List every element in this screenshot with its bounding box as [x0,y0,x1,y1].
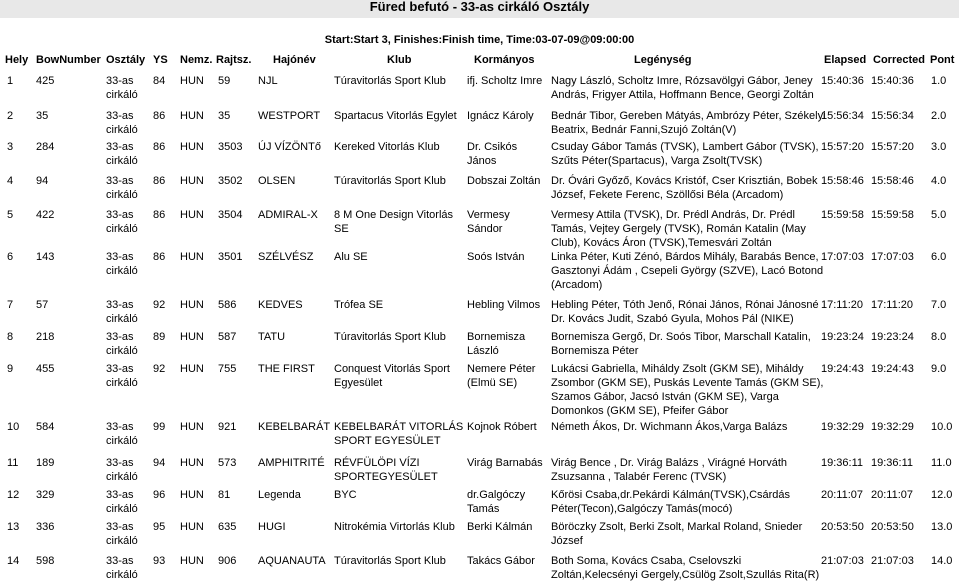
cell-pont: 13.0 [931,521,953,533]
cell-osztaly: cirkáló [106,535,138,547]
cell-legenyseg: Csuday Gábor Tamás (TVSK), Lambert Gábor (TVSK), [551,141,819,153]
cell-klub: SPORTEGYESÜLET [334,471,438,483]
cell-osztaly: 33-as [106,251,134,263]
cell-legenyseg: Lukácsi Gabriella, Miháldy Zsolt (GKM SE), Miháldy [551,363,804,375]
cell-kormanyos: Tamás [467,503,500,515]
cell-osztaly: 33-as [106,331,134,343]
cell-legenyseg: Club), Kovács Áron (TVSK),Temesvári Zoltán [551,237,772,249]
cell-hely: 4 [7,175,14,187]
cell-kormanyos: Takács Gábor [467,555,535,567]
cell-nemz: HUN [180,331,204,343]
cell-klub: Trófea SE [334,299,384,311]
cell-legenyseg: Beatrix, Bednár Fanni,Szujó Zoltán(V) [551,124,737,136]
cell-elapsed: 17:07:03 [821,251,864,263]
cell-ys: 86 [153,209,166,221]
cell-bow: 598 [36,555,55,567]
cell-bow: 143 [36,251,55,263]
header-hely: Hely [5,54,29,66]
cell-rajtsz: 81 [218,489,231,501]
cell-kormanyos: ifj. Scholtz Imre [467,75,543,87]
cell-bow: 35 [36,110,49,122]
cell-legenyseg: Hebling Péter, Tóth Jenő, Rónai János, Rónai Jánosné [551,299,819,311]
cell-hajonev: AQUANAUTA [258,555,326,567]
cell-osztaly: cirkáló [106,313,138,325]
cell-legenyseg: Zsombor (GKM SE), Puskás Levente Tamás (GKM SE), [551,377,824,389]
cell-pont: 1.0 [931,75,947,87]
cell-klub: Alu SE [334,251,368,263]
cell-legenyseg: Bornemisza Péter [551,345,639,357]
cell-klub: Conquest Vitorlás Sport [334,363,450,375]
cell-klub: Túravitorlás Sport Klub [334,175,446,187]
cell-legenyseg: (Arcadom) [551,279,603,291]
cell-osztaly: cirkáló [106,124,138,136]
cell-rajtsz: 35 [218,110,231,122]
cell-legenyseg: Kőrösi Csaba,dr.Pekárdi Kálmán(TVSK),Csárdás [551,489,791,501]
cell-osztaly: cirkáló [106,189,138,201]
cell-legenyseg: Vermesy Attila (TVSK), Dr. Prédl András, Dr. Prédl [551,209,795,221]
cell-corrected: 20:53:50 [871,521,914,533]
cell-bow: 57 [36,299,49,311]
cell-legenyseg: Böröczky Zsolt, Berki Zsolt, Markal Roland, Snieder [551,521,803,533]
cell-corrected: 15:56:34 [871,110,914,122]
cell-corrected: 21:07:03 [871,555,914,567]
cell-corrected: 20:11:07 [871,489,914,501]
cell-elapsed: 19:32:29 [821,421,864,433]
cell-ys: 86 [153,175,166,187]
cell-osztaly: cirkáló [106,265,138,277]
cell-hely: 8 [7,331,14,343]
cell-hajonev: ADMIRAL-X [258,209,318,221]
cell-osztaly: cirkáló [106,503,138,515]
cell-hely: 9 [7,363,14,375]
cell-legenyseg: Both Soma, Kovács Csaba, Cselovszki [551,555,742,567]
header-elapsed: Elapsed [824,54,867,66]
cell-hajonev: ÚJ VÍZÖNTő [258,141,321,153]
cell-kormanyos: Kojnok Róbert [467,421,537,433]
cell-hajonev: WESTPORT [258,110,321,122]
cell-legenyseg: Nagy László, Scholtz Imre, Rózsavölgyi Gábor, Jeney [551,75,813,87]
cell-osztaly: 33-as [106,75,134,87]
cell-corrected: 19:36:11 [871,457,914,469]
cell-pont: 10.0 [931,421,953,433]
header-ys: YS [153,54,168,66]
cell-legenyseg: Németh Ákos, Dr. Wichmann Ákos,Varga Balázs [551,421,788,433]
cell-ys: 86 [153,251,166,263]
cell-legenyseg: Virág Bence , Dr. Virág Balázs , Virágné Horváth [551,457,788,469]
cell-bow: 584 [36,421,55,433]
header-kormanyos: Kormányos [474,54,535,66]
cell-osztaly: 33-as [106,457,134,469]
cell-hely: 11 [7,457,19,469]
cell-legenyseg: Tamás, Vejtey Gergely (TVSK), Román Katalin (May [551,223,806,235]
cell-pont: 11.0 [931,457,952,469]
cell-kormanyos: Nemere Péter [467,363,536,375]
cell-pont: 14.0 [931,555,953,567]
cell-corrected: 15:57:20 [871,141,914,153]
cell-hely: 13 [7,521,20,533]
cell-elapsed: 15:56:34 [821,110,864,122]
cell-elapsed: 20:53:50 [821,521,864,533]
cell-bow: 336 [36,521,55,533]
cell-osztaly: 33-as [106,555,134,567]
header-osztaly: Osztály [106,54,146,66]
cell-hely: 10 [7,421,20,433]
cell-kormanyos: Dr. Csikós [467,141,518,153]
cell-corrected: 15:58:46 [871,175,914,187]
cell-rajtsz: 906 [218,555,237,567]
cell-elapsed: 19:24:43 [821,363,864,375]
header-bownumber: BowNumber [36,54,101,66]
cell-pont: 3.0 [931,141,947,153]
cell-nemz: HUN [180,421,204,433]
cell-rajtsz: 755 [218,363,237,375]
cell-corrected: 17:11:20 [871,299,914,311]
race-info: Start:Start 3, Finishes:Finish time, Time:03-07-09@09:00:00 [324,34,635,46]
header-rajtsz: Rajtsz. [216,54,252,66]
cell-nemz: HUN [180,175,204,187]
cell-elapsed: 15:40:36 [821,75,864,87]
header-legenyseg: Legénység [634,54,692,66]
header-hajonev: Hajónév [273,54,316,66]
cell-ys: 94 [153,457,166,469]
cell-corrected: 17:07:03 [871,251,914,263]
cell-nemz: HUN [180,209,204,221]
cell-nemz: HUN [180,110,204,122]
cell-klub: Túravitorlás Sport Klub [334,75,446,87]
cell-nemz: HUN [180,555,204,567]
cell-elapsed: 15:58:46 [821,175,864,187]
cell-klub: Nitrokémia Virtorlás Klub [334,521,455,533]
cell-legenyseg: Bornemisza Gergő, Dr. Soós Tibor, Marschall Katalin, [551,331,811,343]
cell-klub: KEBELBARÁT VITORLÁS [334,421,464,433]
page-title: Füred befutó - 33-as cirkáló Osztály [0,0,959,18]
cell-legenyseg: Zsuzsanna , Talabér Ferenc (TVSK) [551,471,727,483]
cell-osztaly: cirkáló [106,569,138,581]
cell-pont: 9.0 [931,363,947,375]
cell-nemz: HUN [180,521,204,533]
cell-hely: 5 [7,209,14,221]
cell-hajonev: KEBELBARÁT [258,421,331,433]
cell-hely: 7 [7,299,14,311]
cell-kormanyos: Vermesy [467,209,510,221]
cell-elapsed: 20:11:07 [821,489,864,501]
cell-hajonev: OLSEN [258,175,296,187]
cell-bow: 94 [36,175,49,187]
cell-kormanyos: Ignácz Károly [467,110,534,122]
cell-pont: 5.0 [931,209,947,221]
cell-pont: 6.0 [931,251,947,263]
cell-osztaly: 33-as [106,489,134,501]
cell-hajonev: HUGI [258,521,286,533]
cell-klub: Túravitorlás Sport Klub [334,331,446,343]
cell-osztaly: cirkáló [106,345,138,357]
cell-bow: 284 [36,141,55,153]
cell-kormanyos: Dobszai Zoltán [467,175,541,187]
cell-osztaly: cirkáló [106,223,138,235]
cell-pont: 12.0 [931,489,953,501]
cell-hajonev: AMPHITRITÉ [258,457,325,469]
cell-osztaly: 33-as [106,209,134,221]
cell-osztaly: 33-as [106,363,134,375]
cell-elapsed: 17:11:20 [821,299,864,311]
cell-klub: Túravitorlás Sport Klub [334,555,446,567]
cell-kormanyos: dr.Galgóczy [467,489,526,501]
cell-klub: Kereked Vitorlás Klub [334,141,440,153]
cell-legenyseg: Linka Péter, Kuti Zénó, Bárdos Mihály, Barabás Bence, [551,251,819,263]
cell-ys: 96 [153,489,166,501]
cell-nemz: HUN [180,299,204,311]
cell-nemz: HUN [180,363,204,375]
cell-corrected: 15:40:36 [871,75,914,87]
cell-legenyseg: Péter(Tecon),Galgóczy Tamás(mocó) [551,503,733,515]
cell-bow: 329 [36,489,55,501]
cell-kormanyos: Soós István [467,251,525,263]
cell-osztaly: 33-as [106,110,134,122]
header-corrected: Corrected [873,54,925,66]
cell-kormanyos: Virág Barnabás [467,457,543,469]
cell-osztaly: cirkáló [106,435,138,447]
cell-ys: 93 [153,555,166,567]
header-klub: Klub [387,54,412,66]
cell-nemz: HUN [180,251,204,263]
cell-osztaly: 33-as [106,175,134,187]
cell-hajonev: NJL [258,75,278,87]
cell-legenyseg: Szűts Péter(Spartacus), Varga Zsolt(TVSK) [551,155,763,167]
cell-legenyseg: Dr. Kovács Judit, Szabó Gyula, Mohos Pál (NIKE) [551,313,794,325]
cell-legenyseg: Gasztonyi Ádám , Csepeli György (SZVE), Lacó Botond [551,265,824,277]
cell-corrected: 19:32:29 [871,421,914,433]
cell-bow: 455 [36,363,55,375]
cell-ys: 89 [153,331,166,343]
cell-bow: 425 [36,75,55,87]
cell-rajtsz: 3504 [218,209,243,221]
cell-kormanyos: János [467,155,497,167]
cell-legenyseg: Domonkos (GKM SE), Pfeifer Gábor [551,405,729,417]
cell-legenyseg: Zoltán,Kelecsényi Gergely,Csülög Zsolt,Szullás Rita(R) [551,569,820,581]
cell-pont: 7.0 [931,299,947,311]
cell-klub: Egyesület [334,377,383,389]
cell-klub: SPORT EGYESÜLET [334,435,441,447]
cell-osztaly: 33-as [106,299,134,311]
cell-kormanyos: Sándor [467,223,503,235]
cell-rajtsz: 3501 [218,251,243,263]
cell-ys: 95 [153,521,166,533]
cell-ys: 92 [153,363,166,375]
cell-elapsed: 19:36:11 [821,457,864,469]
cell-ys: 86 [153,141,166,153]
cell-kormanyos: Hebling Vilmos [467,299,541,311]
cell-nemz: HUN [180,141,204,153]
cell-ys: 86 [153,110,166,122]
cell-elapsed: 15:57:20 [821,141,864,153]
cell-pont: 2.0 [931,110,947,122]
cell-ys: 99 [153,421,166,433]
cell-elapsed: 19:23:24 [821,331,864,343]
cell-hely: 3 [7,141,14,153]
cell-rajtsz: 587 [218,331,237,343]
cell-legenyseg: József, Fekete Ferenc, Szöllősi Béla (Arcadom) [551,189,784,201]
cell-corrected: 15:59:58 [871,209,914,221]
cell-osztaly: 33-as [106,421,134,433]
cell-bow: 189 [36,457,55,469]
cell-klub: Spartacus Vitorlás Egylet [334,110,457,122]
cell-bow: 218 [36,331,55,343]
cell-bow: 422 [36,209,55,221]
cell-osztaly: cirkáló [106,377,138,389]
cell-ys: 84 [153,75,166,87]
cell-kormanyos: Berki Kálmán [467,521,533,533]
cell-hely: 12 [7,489,20,501]
cell-rajtsz: 59 [218,75,231,87]
cell-klub: 8 M One Design Vitorlás [334,209,454,221]
cell-hely: 2 [7,110,14,122]
cell-pont: 4.0 [931,175,947,187]
cell-corrected: 19:24:43 [871,363,914,375]
cell-legenyseg: Bednár Tibor, Gereben Mátyás, Ambrózy Péter, Székelyi [551,110,826,122]
cell-hajonev: Legenda [258,489,301,501]
cell-rajtsz: 573 [218,457,237,469]
cell-kormanyos: Bornemisza [467,331,526,343]
cell-osztaly: cirkáló [106,89,138,101]
cell-hely: 6 [7,251,14,263]
cell-rajtsz: 586 [218,299,237,311]
cell-rajtsz: 3502 [218,175,243,187]
cell-osztaly: cirkáló [106,471,138,483]
cell-klub: RÉVFÜLÖPI VÍZI [334,457,420,469]
cell-rajtsz: 921 [218,421,237,433]
cell-klub: BYC [334,489,357,501]
cell-osztaly: 33-as [106,521,134,533]
cell-legenyseg: Dr. Óvári Győző, Kovács Kristóf, Cser Krisztián, Bobek [551,175,818,187]
cell-kormanyos: (Elmü SE) [467,377,518,389]
cell-hajonev: THE FIRST [258,363,315,375]
cell-legenyseg: József [551,535,583,547]
cell-legenyseg: Szamos Gábor, Jacsó István (GKM SE), Varga [551,391,779,403]
cell-elapsed: 21:07:03 [821,555,864,567]
cell-legenyseg: András, Frigyer Attila, Hoffmann Bence, Georgi Zoltán [551,89,814,101]
cell-nemz: HUN [180,457,204,469]
cell-hajonev: SZÉLVÉSZ [258,251,314,263]
cell-klub: SE [334,223,349,235]
cell-elapsed: 15:59:58 [821,209,864,221]
cell-pont: 8.0 [931,331,947,343]
cell-kormanyos: László [467,345,499,357]
cell-nemz: HUN [180,75,204,87]
header-nemz: Nemz. [180,54,213,66]
cell-ys: 92 [153,299,166,311]
cell-hely: 14 [7,555,20,567]
cell-rajtsz: 3503 [218,141,243,153]
cell-hajonev: KEDVES [258,299,303,311]
cell-hely: 1 [7,75,14,87]
cell-corrected: 19:23:24 [871,331,914,343]
header-pont: Pont [930,54,955,66]
cell-hajonev: TATU [258,331,286,343]
cell-osztaly: 33-as [106,141,134,153]
cell-osztaly: cirkáló [106,155,138,167]
cell-rajtsz: 635 [218,521,237,533]
cell-nemz: HUN [180,489,204,501]
